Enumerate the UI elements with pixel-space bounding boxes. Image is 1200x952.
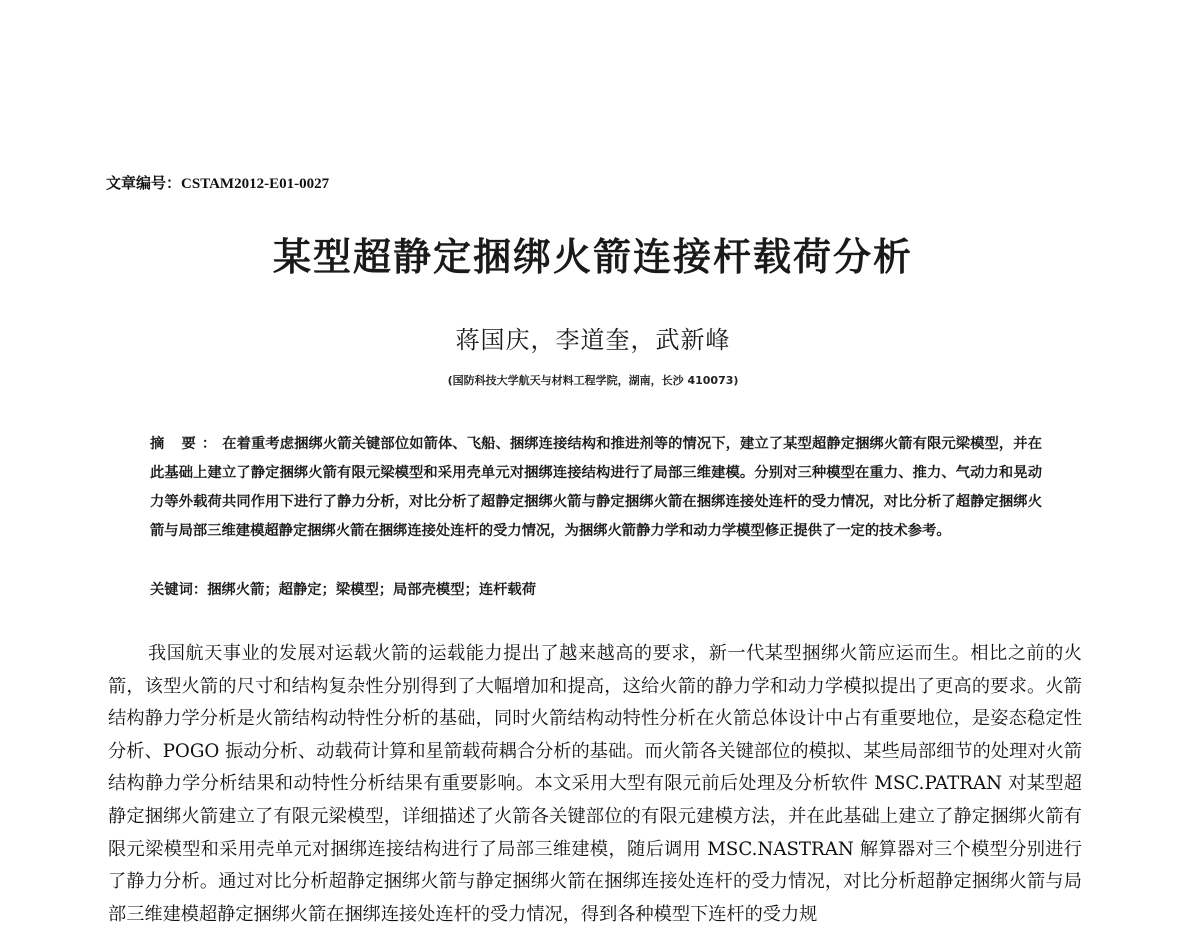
- keywords: [150, 576, 1042, 605]
- author-affiliation: (国防科技大学航天与材料工程学院，湖南，长沙 410073): [447, 374, 739, 387]
- author-list: 蒋国庆，李道奎，武新峰: [455, 326, 731, 354]
- paper-title: 某型超静定捆绑火箭连接杆载荷分析: [272, 235, 913, 279]
- article-number-value: CSTAM2012-E01-0027: [181, 176, 330, 192]
- article-number: [106, 172, 329, 193]
- abstract-label: 摘 要：: [150, 436, 223, 452]
- article-number-label: 文章编号：: [106, 174, 182, 192]
- keywords-text: 捆绑火箭；超静定；梁模型；局部壳模型；连杆载荷: [207, 582, 537, 598]
- keywords-label: 关键词：: [150, 582, 208, 598]
- abstract-text: 在着重考虑捆绑火箭关键部位如箭体、飞船、捆绑连接结构和推进剂等的情况下，建立了某型超静定捆绑火箭有限元梁模型，并在此基础上建立了静定捆绑火箭有限元梁模型和采用壳单元对捆绑连接结构进行了局部三维建模。分别对三种模型在重力、推力、气动力和晃动力等外载荷共同作用下进行了静力分析，对比分析了超静定捆绑火箭与静定捆绑火箭在捆绑连接处连杆的受力情况，对比分析了超静定捆绑火箭与局部三维建模超静定捆绑火箭在捆绑连接处连杆的受力情况，为捆绑火箭静力学和动力学模型修正提供了一定的技术参考。: [150, 436, 1042, 539]
- body-paragraph: 我国航天事业的发展对运载火箭的运载能力提出了越来越高的要求，新一代某型捆绑火箭应运而生。相比之前的火箭，该型火箭的尺寸和结构复杂性分别得到了大幅增加和提高，这给火箭的静力学和动力学模拟提出了更高的要求。火箭结构静力学分析是火箭结构动特性分析的基础，同时火箭结构动特性分析在火箭总体设计中占有重要地位，是姿态稳定性分析、POGO 振动分析、动载荷计算和星箭载荷耦合分析的基础。而火箭各关键部位的模拟、某些局部细节的处理对火箭结构静力学分析结果和动特性分析结果有重要影响。本文采用大型有限元前后处理及分析软件 MSC.PATRAN 对某型超静定捆绑火箭建立了有限元梁模型，详细描述了火箭各关键部位的有限元建模方法，并在此基础上建立了静定捆绑火箭有限元梁模型和采用壳单元对捆绑连接结构进行了局部三维建模，随后调用 MSC.NASTRAN 解算器对三个模型分别进行了静力分析。通过对比分析超静定捆绑火箭与静定捆绑火箭在捆绑连接处连杆的受力情况，对比分析超静定捆绑火箭与局部三维建模超静定捆绑火箭在捆绑连接处连杆的受力情况，得到各种模型下连杆的受力规: [108, 643, 1082, 925]
- abstract: [150, 430, 1042, 546]
